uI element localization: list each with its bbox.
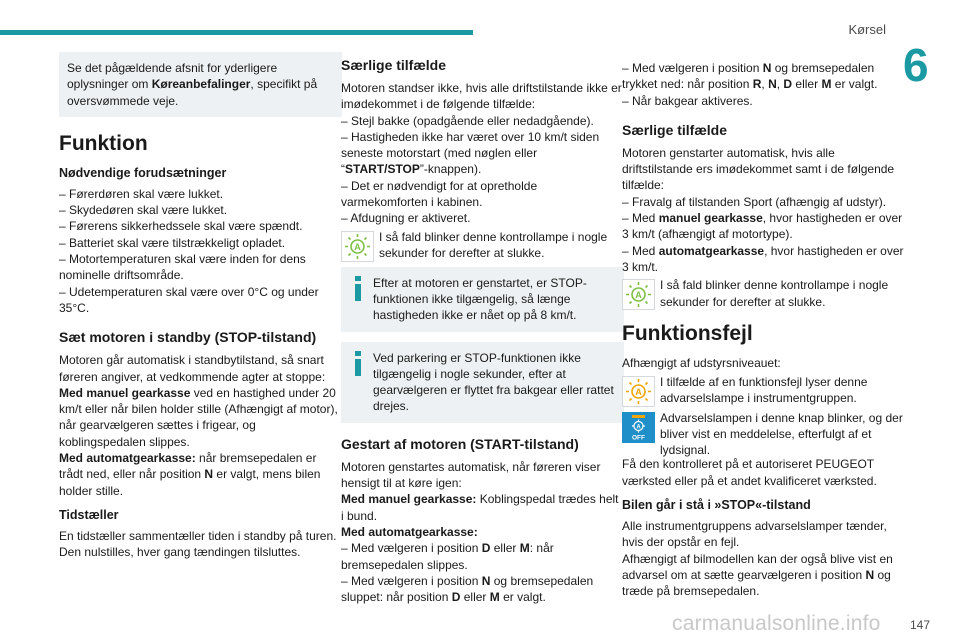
- fault-lamp-text: Advarselslampen i denne knap blinker, og der bliver vist en meddelelse, efterfulgt af et lydsignal.: [660, 410, 903, 458]
- lamp-text: I så fald blinker denne kontrollampe i nogle sekunder for derefter at slukke.: [379, 229, 608, 260]
- restart-auto-item: – Når bakgear aktiveres.: [622, 93, 753, 108]
- special-item: – Afdugning er aktiveret.: [341, 211, 471, 226]
- svg-text:A: A: [636, 424, 641, 431]
- standby-manual: Med manuel gearkasse ved en hastighed under 20 km/t eller når bilen holder stille (Afhængigt af motor), når gearvælgeren sættes i frigear, og koblingspedalen slippes.: [59, 385, 338, 449]
- fault-lamp-text: I tilfælde af en funktionsfejl lyser denne advarselslampe i instrumentgruppen.: [660, 374, 868, 405]
- stuck-text: Afhængigt af bilmodellen kan der også blive vist en advarsel om at sætte gearvælgeren i position N og træde på bremsepedalen.: [622, 551, 893, 599]
- special-item: – Hastigheden ikke har været over 10 km/t siden seneste motorstart (med nøglen eller “START/STOP”-knappen).: [341, 129, 600, 177]
- info-box: [341, 342, 624, 423]
- column-3: [622, 60, 905, 600]
- prereq-item: – Skydedøren skal være lukket.: [59, 203, 228, 218]
- heading-counter: Tidstæller: [59, 507, 119, 522]
- info-icon: [351, 276, 365, 302]
- special2-intro: Motoren genstarter automatisk, hvis alle driftstilstande ers imødekommet samt i de følgende tilfælde:: [622, 145, 895, 193]
- note-box: [59, 52, 342, 117]
- special-intro: Motoren standser ikke, hvis alle driftstilstande ikke er imødekommet i de følgende tilfælde:: [341, 81, 622, 112]
- restart-auto-label: Med automatgearkasse:: [341, 524, 478, 539]
- note-text: Se det pågældende afsnit for yderligere oplysninger om Køreanbefalinger, specifikt på oversvømmede veje.: [67, 61, 318, 108]
- standby-intro: Motoren går automatisk i standbytilstand, så snart føreren angiver, at vedkommende agter at stoppe:: [59, 353, 326, 384]
- stop-start-lamp-icon: [341, 231, 374, 262]
- svg-text:A: A: [635, 386, 642, 397]
- column-2: [341, 52, 624, 605]
- fault-after: Få den kontrolleret på et autoriseret PEUGEOT værksted eller på et andet kvalificeret værksted.: [622, 457, 877, 488]
- info-text: Ved parkering er STOP-funktionen ikke tilgængelig i nogle sekunder, efter at gearvælgeren er flyttet fra bakgear eller rattet drejes.: [373, 350, 614, 414]
- heading-standby: Sæt motoren i standby (STOP-tilstand): [59, 329, 317, 346]
- restart-intro: Motoren genstartes automatisk, når føreren viser hensigt til at køre igen:: [341, 459, 601, 491]
- special-item: – Stejl bakke (opadgående eller nedadgående).: [341, 113, 594, 128]
- special-item: – Det er nødvendigt for at opretholde varmekomforten i kabinen.: [341, 178, 538, 210]
- info-text: Efter at motoren er genstartet, er STOP-funktionen ikke tilgængelig, så længe hastigheden ikke er nået op på 8 km/t.: [373, 275, 587, 323]
- restart-auto-item: – Med vælgeren i position N og bremsepedalen trykket ned: når position R, N, D eller M er valgt.: [622, 61, 878, 92]
- heading-special-cases-restart: Særlige tilfælde: [622, 121, 728, 138]
- fault-intro: Afhængigt af udstyrsniveauet:: [622, 356, 781, 371]
- svg-text:A: A: [354, 241, 361, 252]
- lamp-row: [622, 374, 905, 408]
- watermark: carmanualsonline.info: [672, 612, 881, 635]
- heading-special-cases: Særlige tilfælde: [341, 57, 447, 73]
- header-accent-bar: [0, 30, 473, 35]
- restart-auto-item: – Med vælgeren i position N og bremsepedalen sluppet: når position D eller M er valgt.: [341, 573, 594, 605]
- stop-start-lamp-icon: [622, 279, 655, 310]
- svg-text:A: A: [635, 290, 642, 301]
- counter-text: En tidstæller sammentæller tiden i standby på turen. Den nulstilles, hver gang tændingen tilsluttes.: [59, 528, 337, 560]
- prereq-item: – Batteriet skal være tilstrækkeligt opladet.: [59, 235, 286, 250]
- section-title: Kørsel: [848, 22, 886, 37]
- lamp-text: I så fald blinker denne kontrollampe i nogle sekunder for derefter at slukke.: [660, 278, 889, 309]
- heading-stuck: Bilen går i stå i »STOP«-tilstand: [622, 498, 811, 513]
- heading-fault: Funktionsfejl: [622, 322, 753, 346]
- heading-prerequisites: Nødvendige forudsætninger: [59, 165, 227, 180]
- prereq-item: – Udetemperaturen skal være over 0°C og under 35°C.: [59, 284, 319, 315]
- chapter-number: 6: [903, 39, 929, 91]
- lamp-row: [341, 229, 624, 263]
- special2-item: – Med automatgearkasse, hvor hastigheden er over 3 km/t.: [622, 243, 904, 274]
- stuck-text: Alle instrumentgruppens advarselslamper tænder, hvis der opstår en fejl.: [622, 519, 887, 550]
- prereq-item: – Motortemperaturen skal være inden for dens nominelle driftsområde.: [59, 252, 306, 283]
- special2-item: – Med manuel gearkasse, hvor hastigheden er over 3 km/t (afhængigt af motortype).: [622, 211, 903, 242]
- column-1: [59, 52, 342, 561]
- special2-item: – Fravalg af tilstanden Sport (afhængig af udstyr).: [622, 194, 887, 209]
- info-box: [341, 267, 624, 332]
- info-icon: [351, 351, 365, 377]
- heading-funktion: Funktion: [59, 131, 148, 155]
- restart-auto-item: – Med vælgeren i position D eller M: når bremsepedalen slippes.: [341, 541, 554, 572]
- prereq-item: – Førerdøren skal være lukket.: [59, 186, 224, 201]
- page-number: 147: [909, 618, 930, 632]
- lamp-row: [622, 410, 905, 459]
- prereq-item: – Førerens sikkerhedssele skal være spændt.: [59, 219, 303, 234]
- stop-start-off-button-icon: [622, 412, 655, 443]
- lamp-row: [622, 277, 905, 311]
- off-label: OFF: [632, 434, 645, 442]
- stop-start-warning-lamp-icon: [622, 376, 655, 407]
- restart-manual: Med manuel gearkasse: Koblingspedal trædes helt i bund.: [341, 492, 619, 523]
- standby-auto: Med automatgearkasse: når bremsepedalen er trådt ned, eller når position N er valgt, mens bilen holder stille.: [59, 451, 321, 498]
- heading-restart: Gestart af motoren (START-tilstand): [341, 435, 579, 452]
